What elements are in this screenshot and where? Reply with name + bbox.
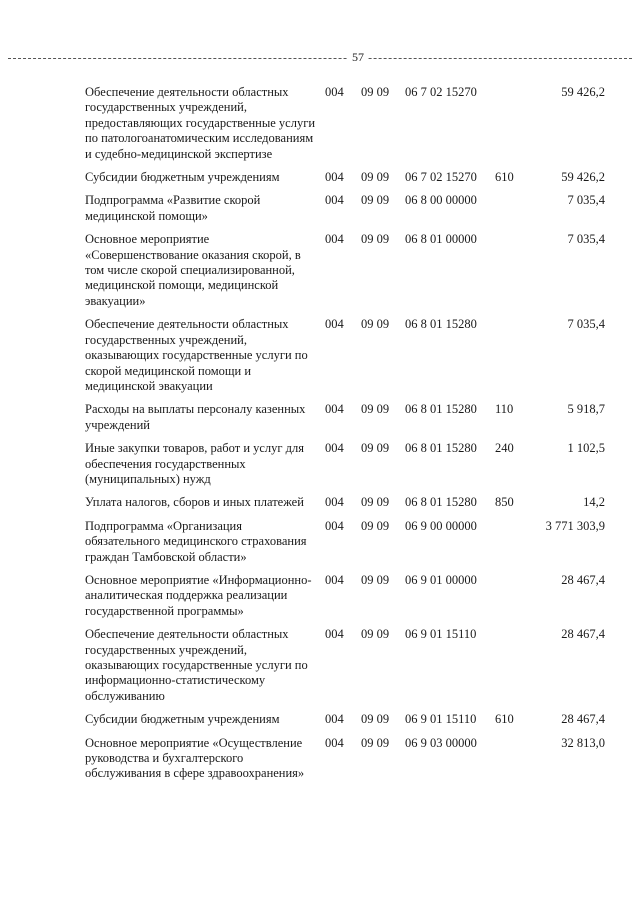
table-row [85,193,605,232]
row-expense-type [495,232,531,317]
row-expense-type [495,317,531,402]
row-amount: 5 918,7 [567,402,605,417]
row-target-code: 06 8 01 15280 [405,317,477,332]
row-target-code: 06 8 01 15280 [405,495,477,510]
row-amount: 28 467,4 [561,627,605,642]
row-ministry-code: 004 [325,735,344,750]
row-target-code: 06 8 01 15280 [405,402,477,417]
row-expense-type: 610 [495,170,514,185]
row-amount: 7 035,4 [567,232,605,247]
table-row [85,736,605,790]
table-row [85,402,605,441]
row-name: Основное мероприятие «Информационно-аналитическая поддержка реализации государственной программы» [85,572,312,618]
row-target-code: 06 9 01 15110 [405,712,477,727]
row-section-code: 09 09 [361,518,390,533]
header-dashed-divider [8,58,632,59]
row-ministry-code: 004 [325,170,344,185]
row-target-code: 06 9 00 00000 [405,518,477,533]
table-row [85,712,605,735]
row-ministry-code: 004 [325,232,344,247]
row-name: Основное мероприятие «Совершенствование оказания скорой, в том числе скорой специализированной, медицинской помощи, медицинской эвакуации» [85,232,301,308]
table-row [85,441,605,495]
table-row [85,85,605,170]
row-expense-type [495,627,531,712]
row-name: Обеспечение деятельности областных государственных учреждений, предоставляющих государственные услуги по патологоанатомическим исследованиям и судебно-медицинской экспертизе [85,85,316,161]
row-amount: 1 102,5 [567,441,605,456]
row-amount: 59 426,2 [561,170,605,185]
row-name: Субсидии бюджетным учреждениям [85,712,280,727]
row-amount: 7 035,4 [567,193,605,208]
table-row [85,495,605,518]
budget-table-body [85,85,605,790]
row-amount: 14,2 [583,495,605,510]
page-number: 57 [348,50,368,65]
row-ministry-code: 004 [325,627,344,642]
row-section-code: 09 09 [361,712,390,727]
row-name: Обеспечение деятельности областных государственных учреждений, оказывающих государственные услуги по скорой медицинской помощи и медицинской эвакуации [85,317,308,393]
row-expense-type: 110 [495,402,514,417]
row-ministry-code: 004 [325,85,344,99]
row-target-code: 06 9 01 15110 [405,627,477,642]
row-target-code: 06 7 02 15270 [405,85,477,99]
table-row [85,519,605,573]
row-ministry-code: 004 [325,572,344,587]
row-section-code: 09 09 [361,85,390,99]
row-section-code: 09 09 [361,735,390,750]
row-name: Подпрограмма «Организация обязательного медицинского страхования граждан Тамбовской области» [85,518,307,564]
row-section-code: 09 09 [361,170,390,185]
row-amount: 3 771 303,9 [545,518,605,533]
row-name: Иные закупки товаров, работ и услуг для обеспечения государственных (муниципальных) нужд [85,441,305,486]
row-section-code: 09 09 [361,572,390,587]
row-section-code: 09 09 [361,402,390,417]
row-amount: 28 467,4 [561,712,605,727]
row-name: Основное мероприятие «Осуществление руководства и бухгалтерского обслуживания в сфере здравоохранения» [85,735,305,781]
row-name: Субсидии бюджетным учреждениям [85,170,280,185]
row-name: Подпрограмма «Развитие скорой медицинской помощи» [85,193,261,223]
row-expense-type [495,193,531,232]
table-row [85,627,605,712]
row-expense-type: 610 [495,712,514,727]
page-header [0,48,640,68]
row-name: Уплата налогов, сборов и иных платежей [85,495,304,510]
row-ministry-code: 004 [325,495,344,510]
row-section-code: 09 09 [361,317,390,332]
row-target-code: 06 8 01 15280 [405,441,477,456]
row-target-code: 06 7 02 15270 [405,170,477,185]
budget-table [85,85,605,790]
row-ministry-code: 004 [325,402,344,417]
row-section-code: 09 09 [361,441,390,456]
row-section-code: 09 09 [361,232,390,247]
row-expense-type [495,736,531,790]
row-target-code: 06 9 01 00000 [405,572,477,587]
row-amount: 28 467,4 [561,572,605,587]
row-target-code: 06 8 01 00000 [405,232,477,247]
row-expense-type: 850 [495,495,514,510]
row-target-code: 06 8 00 00000 [405,193,477,208]
table-row [85,317,605,402]
row-expense-type [495,85,531,170]
table-row [85,170,605,193]
row-ministry-code: 004 [325,518,344,533]
row-section-code: 09 09 [361,495,390,510]
row-ministry-code: 004 [325,193,344,208]
row-expense-type [495,573,531,627]
row-target-code: 06 9 03 00000 [405,735,477,750]
row-name: Обеспечение деятельности областных государственных учреждений, оказывающих государственные услуги по информационно-статистическому обслуживанию [85,627,308,703]
table-row [85,573,605,627]
row-section-code: 09 09 [361,193,390,208]
row-amount: 59 426,2 [561,85,605,99]
row-amount: 7 035,4 [567,317,605,332]
row-name: Расходы на выплаты персоналу казенных учреждений [85,402,306,432]
row-ministry-code: 004 [325,441,344,456]
row-expense-type [495,519,531,573]
row-section-code: 09 09 [361,627,390,642]
table-row [85,232,605,317]
row-expense-type: 240 [495,441,514,456]
row-ministry-code: 004 [325,712,344,727]
row-ministry-code: 004 [325,317,344,332]
row-amount: 32 813,0 [561,735,605,750]
